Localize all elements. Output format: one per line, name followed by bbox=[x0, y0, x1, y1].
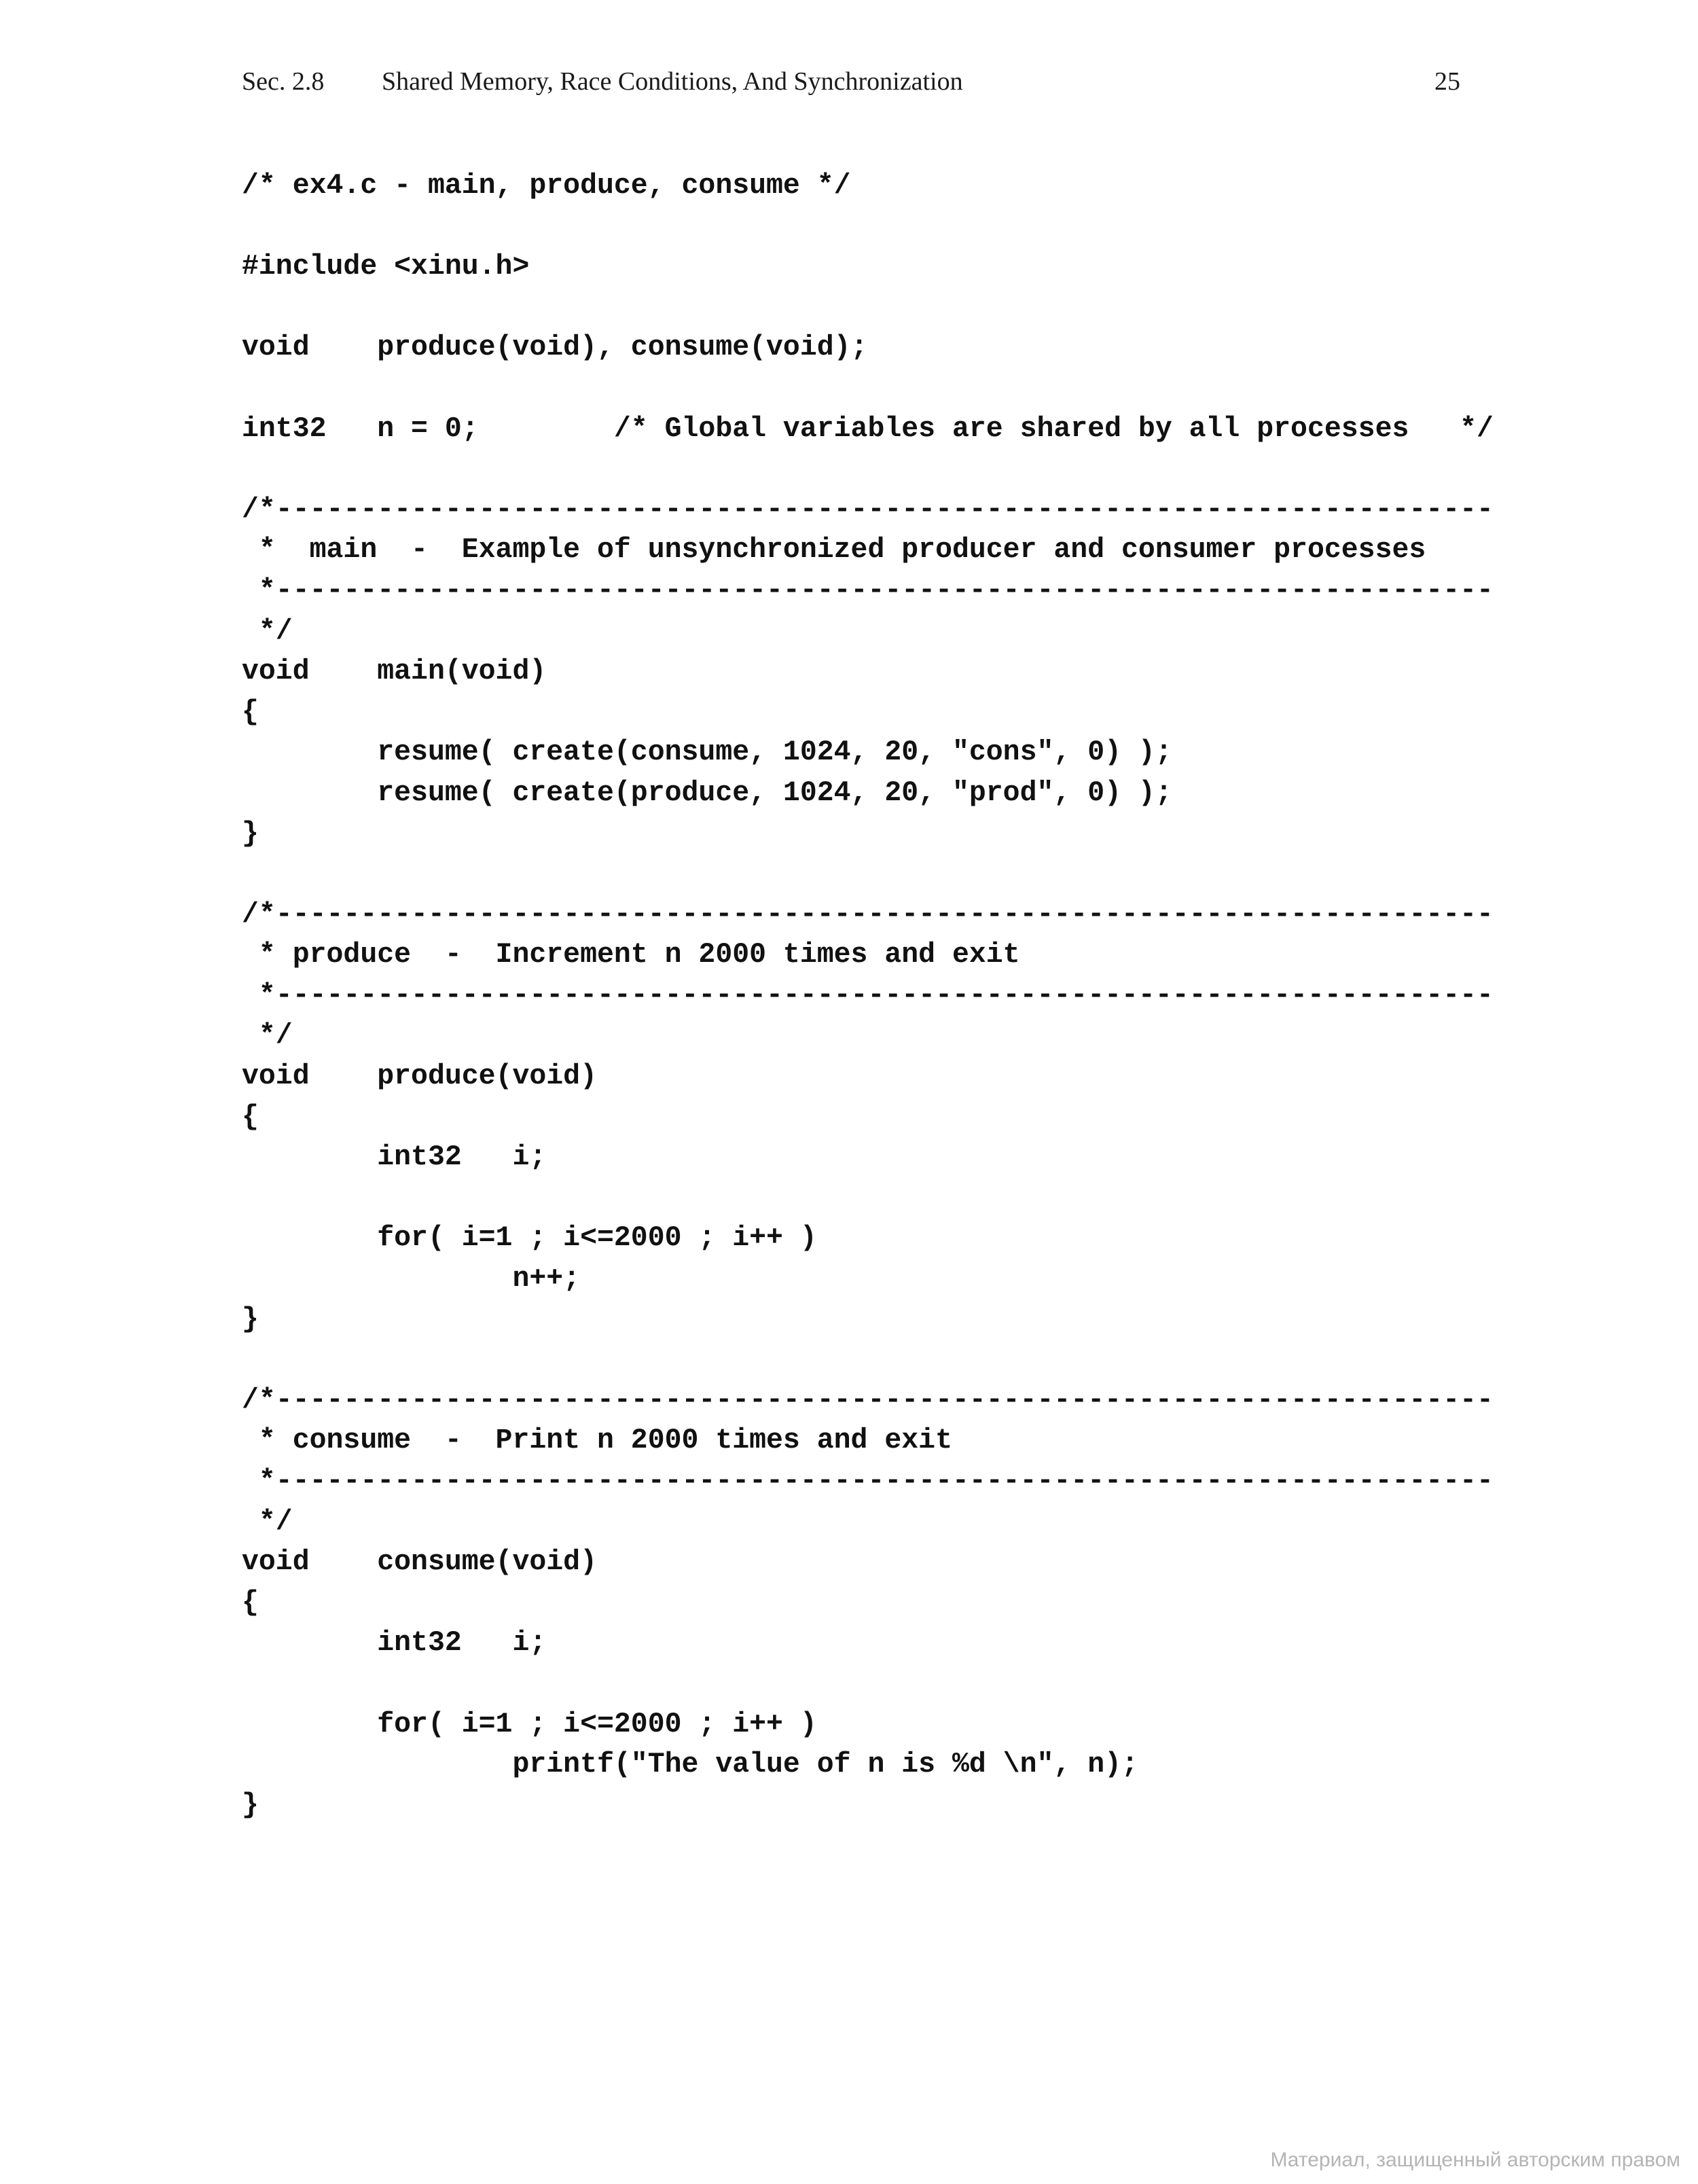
code-line bbox=[242, 207, 1494, 247]
code-line bbox=[242, 449, 1494, 490]
code-line bbox=[242, 368, 1494, 409]
code-line: printf("The value of n is %d \n", n); bbox=[242, 1749, 1138, 1781]
code-line bbox=[242, 287, 1494, 328]
chapter-title: Shared Memory, Race Conditions, And Synchronization bbox=[382, 67, 963, 96]
code-line: */ bbox=[242, 1020, 293, 1052]
code-line: } bbox=[242, 1303, 259, 1336]
code-line: * main - Example of unsynchronized producer and consumer processes bbox=[242, 534, 1426, 567]
code-line: /* ex4.c - main, produce, consume */ bbox=[242, 170, 851, 202]
code-line: void produce(void), consume(void); bbox=[242, 332, 868, 364]
code-line: #include <xinu.h> bbox=[242, 251, 530, 283]
code-line: } bbox=[242, 1789, 259, 1821]
code-line: int32 i; bbox=[242, 1141, 547, 1174]
code-line: * consume - Print n 2000 times and exit bbox=[242, 1425, 952, 1457]
code-line bbox=[242, 854, 1494, 895]
code-line: *------------------------------------------------------------------------ bbox=[242, 574, 1494, 607]
code-line: int32 i; bbox=[242, 1627, 547, 1660]
code-line: for( i=1 ; i<=2000 ; i++ ) bbox=[242, 1708, 817, 1740]
code-line: for( i=1 ; i<=2000 ; i++ ) bbox=[242, 1222, 817, 1255]
section-number: Sec. 2.8 bbox=[242, 67, 325, 96]
code-line bbox=[242, 1340, 1494, 1380]
code-line: n++; bbox=[242, 1263, 581, 1295]
code-line: */ bbox=[242, 615, 293, 647]
code-line: resume( create(consume, 1024, 20, "cons", 0) ); bbox=[242, 736, 1172, 769]
code-line bbox=[242, 1178, 1494, 1219]
code-line: { bbox=[242, 1100, 259, 1133]
code-line: } bbox=[242, 817, 259, 850]
code-line: resume( create(produce, 1024, 20, "prod", 0) ); bbox=[242, 776, 1172, 809]
code-line: /*------------------------------------------------------------------------ bbox=[242, 1384, 1494, 1416]
code-line: */ bbox=[242, 1505, 293, 1538]
code-line: *------------------------------------------------------------------------ bbox=[242, 1465, 1494, 1497]
page-number: 25 bbox=[1434, 67, 1460, 96]
code-line: *------------------------------------------------------------------------ bbox=[242, 979, 1494, 1012]
running-head bbox=[242, 67, 1460, 107]
code-line: void consume(void) bbox=[242, 1546, 597, 1579]
code-line: void produce(void) bbox=[242, 1060, 597, 1093]
code-line: int32 n = 0; /* Global variables are shared by all processes */ bbox=[242, 412, 1494, 445]
code-line: /*------------------------------------------------------------------------ bbox=[242, 898, 1494, 931]
code-line: { bbox=[242, 1586, 259, 1619]
code-line: /*------------------------------------------------------------------------ bbox=[242, 493, 1494, 526]
code-line: * produce - Increment n 2000 times and exit bbox=[242, 939, 1020, 971]
code-line bbox=[242, 1664, 1494, 1704]
code-listing bbox=[242, 166, 1494, 1825]
code-line: void main(void) bbox=[242, 656, 547, 688]
copyright-watermark: Материал, защищенный авторским правом bbox=[1270, 2149, 1680, 2171]
code-line: { bbox=[242, 696, 259, 728]
